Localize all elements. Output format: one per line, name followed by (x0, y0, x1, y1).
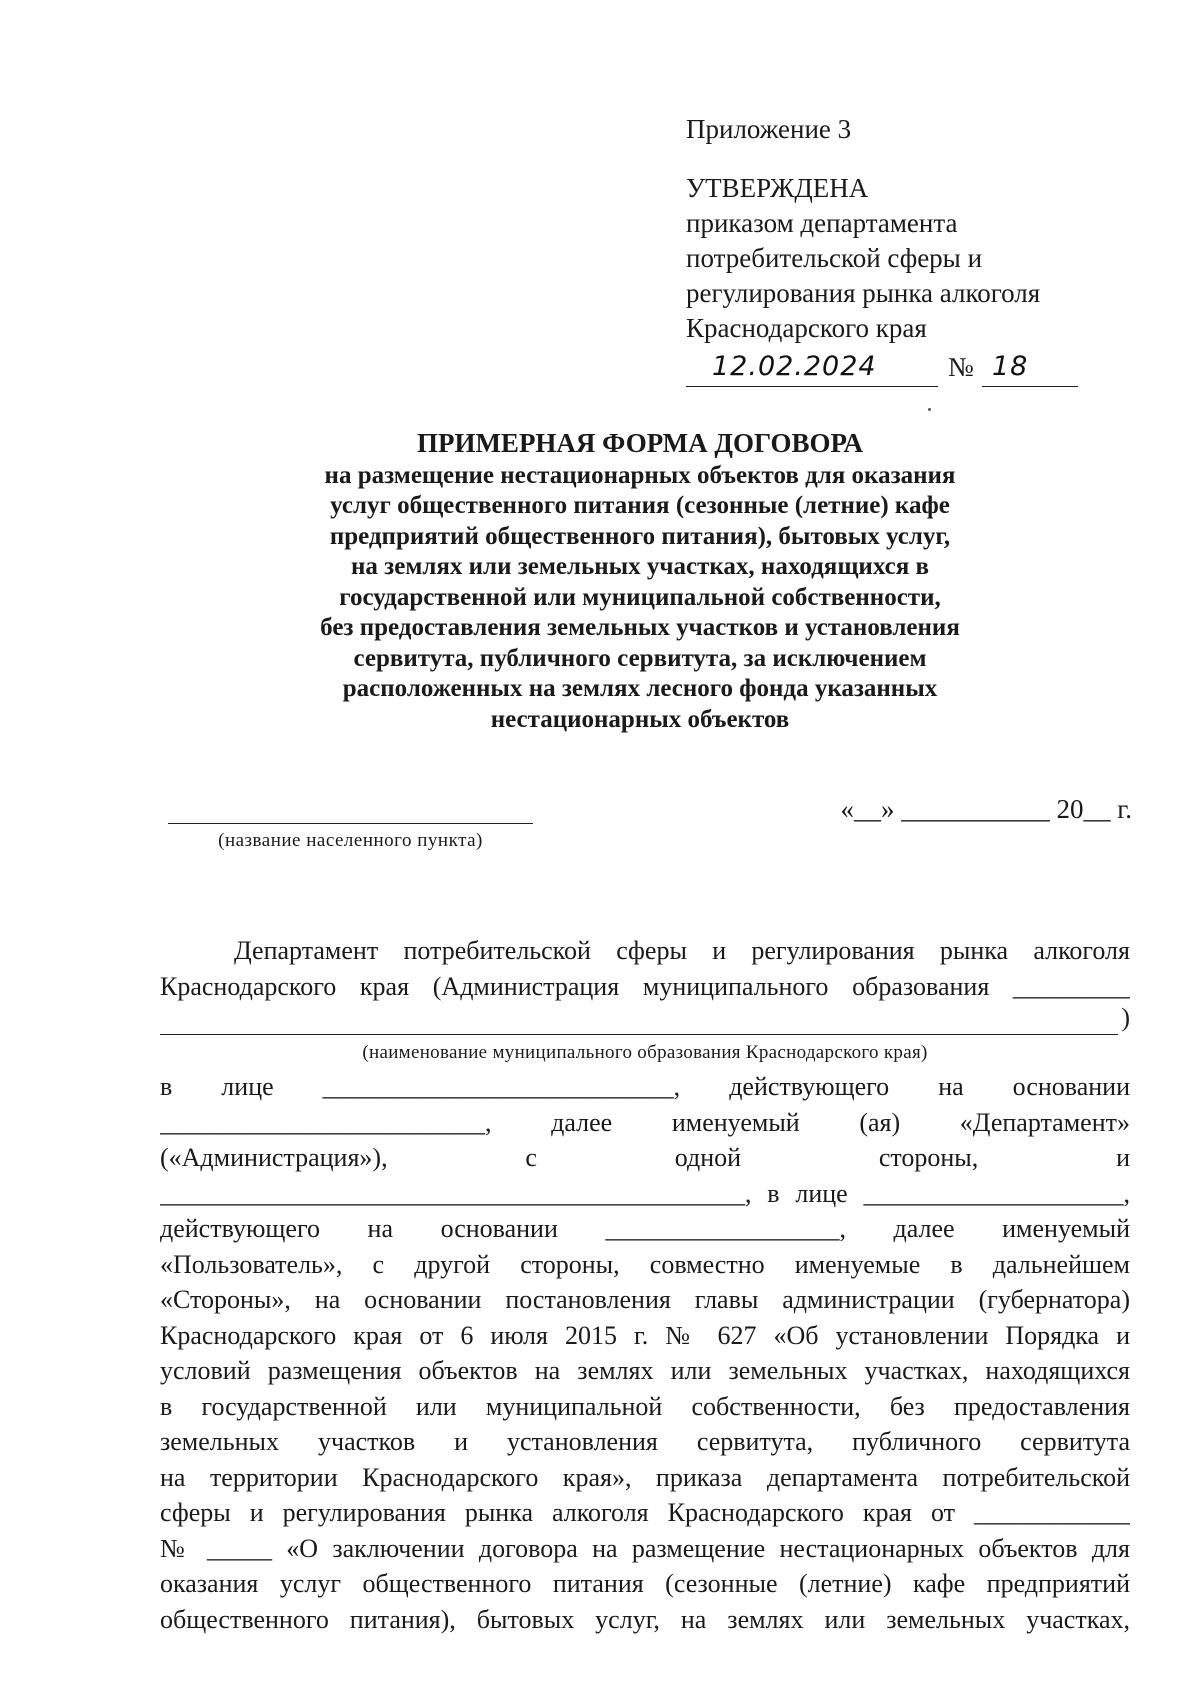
approval-line: приказом департамента (686, 208, 958, 238)
title-line: нестационарных объектов (490, 705, 790, 733)
body-line: «Стороны», на основании постановления главы администрации (губернатора) (160, 1285, 1130, 1314)
body-line: оказания услуг общественного питания (сезонные (летние) кафе предприятий (160, 1569, 1130, 1598)
title-line: сервитута, публичного сервитута, за исключением (353, 644, 927, 672)
body-line: условий размещения объектов на землях или земельных участках, находящихся (160, 1356, 1130, 1385)
number-sign: № (948, 352, 974, 382)
title-line: предприятий общественного питания), бытовых услуг, (329, 522, 951, 550)
title-heading: ПРИМЕРНАЯ ФОРМА ДОГОВОРА (416, 428, 864, 458)
appendix-label: Приложение 3 (686, 114, 852, 144)
municipality-underline (160, 1034, 1118, 1035)
title-line: услуг общественного питания (сезонные (летние) кафе (330, 492, 950, 519)
place-underline (168, 793, 533, 824)
closing-paren: ) (1121, 1003, 1130, 1032)
municipality-name-line (160, 1004, 1130, 1040)
order-date-handwritten: 12.02.2024 (712, 351, 877, 382)
body-line: в лице ___________________________, действующего на основании (160, 1072, 1130, 1101)
title-line: на землях или земельных участках, находящихся в (351, 553, 929, 580)
order-date-field (686, 348, 938, 387)
title-line: без предоставления земельных участков и установления (320, 614, 960, 641)
body-line: № _____ «О заключении договора на размещение нестационарных объектов для (160, 1533, 1130, 1563)
body-line: «Пользователь», с другой стороны, совместно именуемые в дальнейшем (160, 1249, 1130, 1279)
approved-label: УТВЕРЖДЕНА (686, 173, 869, 203)
title-line: государственной или муниципальной собственности, (339, 583, 941, 611)
order-line (686, 348, 1086, 394)
title-line: на размещение нестационарных объектов для оказания (324, 461, 956, 489)
order-number-handwritten: 18 (992, 351, 1029, 382)
body-line: общественного питания), бытовых услуг, на землях или земельных участках, (160, 1604, 1130, 1634)
approval-line: потребительской сферы и (686, 243, 983, 273)
body-line: на территории Краснодарского края», приказа департамента потребительской (160, 1462, 1130, 1492)
contract-body (160, 933, 1130, 1637)
municipality-caption: (наименование муниципального образования Краснодарского края) (362, 1042, 928, 1063)
body-line: _________________________, далее именуемый (ая) «Департамент» (160, 1107, 1130, 1137)
body-line: действующего на основании __________________, далее именуемый (160, 1214, 1130, 1243)
order-number-field (982, 348, 1078, 387)
body-line: Краснодарского края (Администрация муниципального образования _________ (160, 971, 1130, 1001)
approval-line: Краснодарского края (686, 313, 927, 343)
body-line: _____________________________________________, в лице ____________________, (160, 1178, 1130, 1208)
body-line: Департамент потребительской сферы и регулирования рынка алкоголя (234, 936, 1130, 965)
body-line: («Администрация»), с одной стороны, и (160, 1143, 1130, 1172)
body-line: земельных участков и установления сервитута, публичного сервитута (160, 1427, 1130, 1456)
contract-date-placeholder: «__» ___________ 20__ г. (840, 794, 1132, 824)
approval-line: регулирования рынка алкоголя (686, 278, 1041, 308)
scan-speck (928, 408, 931, 411)
approval-block (686, 112, 1086, 394)
title-line: расположенных на землях лесного фонда указанных (342, 675, 938, 702)
body-line: сферы и регулирования рынка алкоголя Краснодарского края от ____________ (160, 1498, 1130, 1527)
body-line: в государственной или муниципальной собственности, без предоставления (160, 1391, 1130, 1421)
body-line: Краснодарского края от 6 июля 2015 г. № 627 «Об установлении Порядка и (160, 1320, 1130, 1350)
place-field (168, 793, 533, 852)
place-caption: (название населенного пункта) (218, 830, 483, 851)
document-title (250, 428, 1030, 735)
